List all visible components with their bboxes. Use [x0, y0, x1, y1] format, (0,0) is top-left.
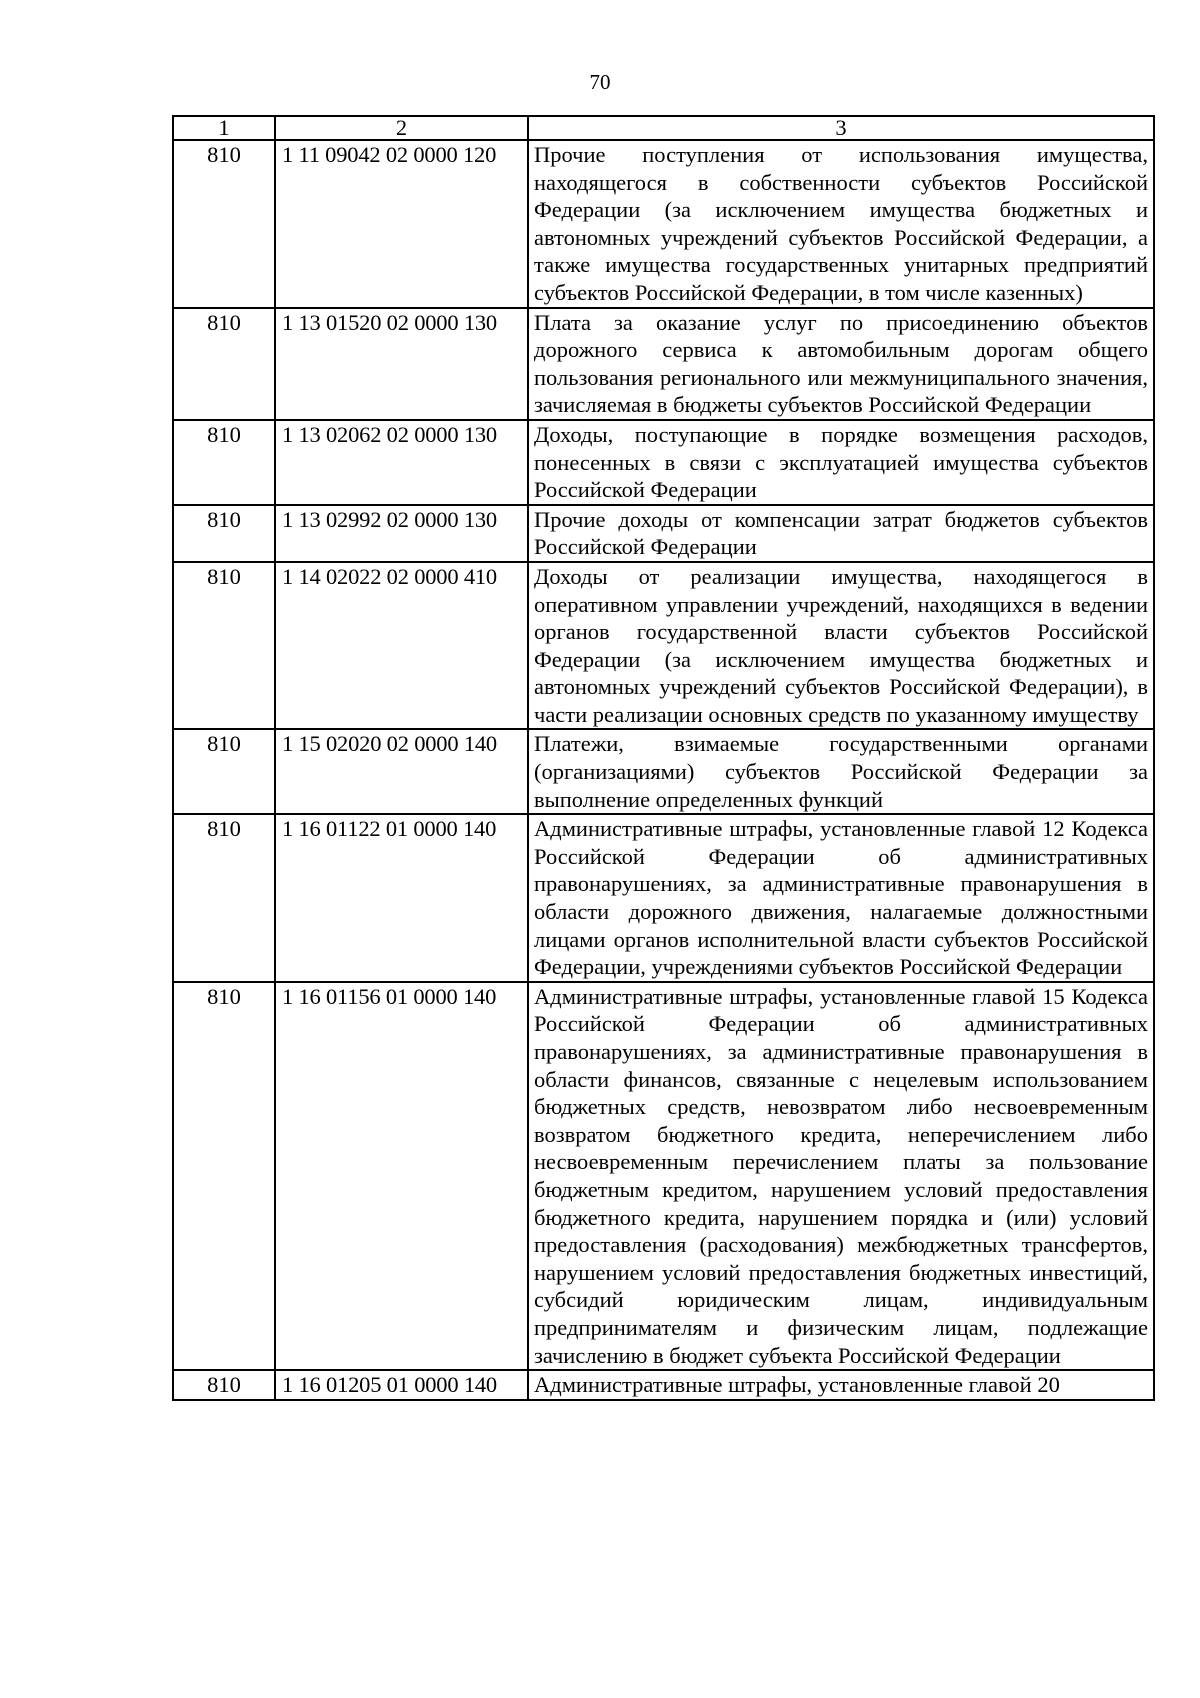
description-cell: Доходы, поступающие в порядке возмещения расходов, понесенных в связи с эксплуатацией имущества субъектов Российской Федерации	[528, 420, 1154, 505]
description-cell: Доходы от реализации имущества, находящегося в оперативном управлении учреждений, находящихся в ведении органов государственной власти субъектов Российской Федерации (за исключением имущества бюджетных и автономных учреждений субъектов Российской Федерации), в части реализации основных средств по указанному имуществу	[528, 562, 1154, 730]
budget-code-cell: 1 16 01156 01 0000 140	[275, 982, 528, 1370]
header-col-2: 2	[275, 116, 528, 140]
admin-code-cell: 810	[173, 308, 275, 420]
budget-code-cell: 1 13 02992 02 0000 130	[275, 505, 528, 562]
header-col-3: 3	[528, 116, 1154, 140]
admin-code-cell: 810	[173, 729, 275, 814]
table-row	[173, 1370, 1154, 1400]
budget-code-cell: 1 11 09042 02 0000 120	[275, 140, 528, 308]
admin-code-cell: 810	[173, 562, 275, 730]
admin-code-cell: 810	[173, 420, 275, 505]
budget-code-cell: 1 16 01122 01 0000 140	[275, 814, 528, 982]
budget-classification-table	[172, 115, 1155, 1401]
admin-code-cell: 810	[173, 505, 275, 562]
budget-code-cell: 1 13 02062 02 0000 130	[275, 420, 528, 505]
description-cell: Административные штрафы, установленные главой 12 Кодекса Российской Федерации об административных правонарушениях, за административные правонарушения в области дорожного движения, налагаемые должностными лицами органов исполнительной власти субъектов Российской Федерации, учреждениями субъектов Российской Федерации	[528, 814, 1154, 982]
budget-code-cell: 1 15 02020 02 0000 140	[275, 729, 528, 814]
table-row	[173, 562, 1154, 730]
table-row	[173, 982, 1154, 1370]
budget-code-cell: 1 13 01520 02 0000 130	[275, 308, 528, 420]
description-cell: Прочие поступления от использования имущества, находящегося в собственности субъектов Российской Федерации (за исключением имущества бюджетных и автономных учреждений субъектов Российской Федерации, а также имущества государственных унитарных предприятий субъектов Российской Федерации, в том числе казенных)	[528, 140, 1154, 308]
page-number: 70	[589, 70, 611, 94]
table-header-row	[173, 116, 1154, 140]
description-cell: Платежи, взимаемые государственными органами (организациями) субъектов Российской Федерации за выполнение определенных функций	[528, 729, 1154, 814]
admin-code-cell: 810	[173, 140, 275, 308]
table-row	[173, 505, 1154, 562]
table-row	[173, 308, 1154, 420]
admin-code-cell: 810	[173, 982, 275, 1370]
description-cell: Административные штрафы, установленные главой 15 Кодекса Российской Федерации об административных правонарушениях, за административные правонарушения в области финансов, связанные с нецелевым использованием бюджетных средств, невозвратом либо несвоевременным возвратом бюджетного кредита, неперечислением либо несвоевременным перечислением платы за пользование бюджетным кредитом, нарушением условий предоставления бюджетного кредита, нарушением порядка и (или) условий предоставления (расходования) межбюджетных трансфертов, нарушением условий предоставления бюджетных инвестиций, субсидий юридическим лицам, индивидуальным предпринимателям и физическим лицам, подлежащие зачислению в бюджет субъекта Российской Федерации	[528, 982, 1154, 1370]
table-row	[173, 814, 1154, 982]
header-col-1: 1	[173, 116, 275, 140]
admin-code-cell: 810	[173, 1370, 275, 1400]
budget-code-cell: 1 14 02022 02 0000 410	[275, 562, 528, 730]
description-cell: Прочие доходы от компенсации затрат бюджетов субъектов Российской Федерации	[528, 505, 1154, 562]
table-row	[173, 420, 1154, 505]
admin-code-cell: 810	[173, 814, 275, 982]
table-row	[173, 729, 1154, 814]
description-cell: Административные штрафы, установленные главой 20	[528, 1370, 1154, 1400]
description-cell: Плата за оказание услуг по присоединению объектов дорожного сервиса к автомобильным дорогам общего пользования регионального или межмуниципального значения, зачисляемая в бюджеты субъектов Российской Федерации	[528, 308, 1154, 420]
budget-code-cell: 1 16 01205 01 0000 140	[275, 1370, 528, 1400]
table-row	[173, 140, 1154, 308]
